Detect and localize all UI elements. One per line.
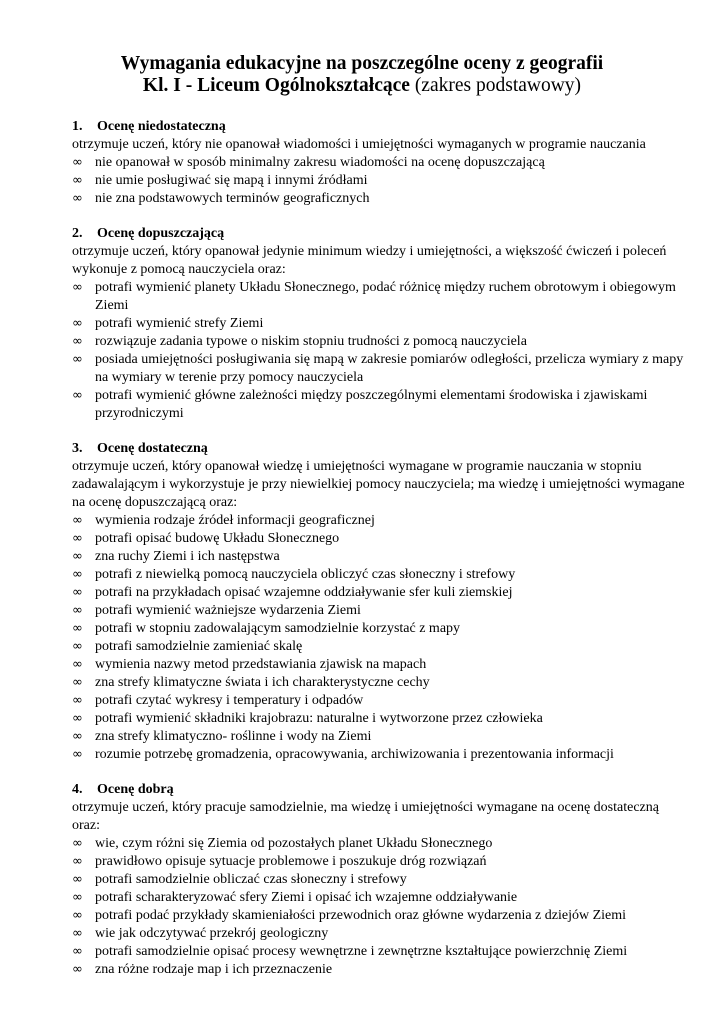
requirement-item <box>72 889 687 907</box>
requirement-item <box>72 190 687 208</box>
requirement-item <box>72 728 687 746</box>
requirement-text: zna różne rodzaje map i ich przeznaczenie <box>95 962 333 977</box>
requirement-text: potrafi wymienić strefy Ziemi <box>95 316 264 331</box>
infinity-bullet-icon: ∞ <box>72 388 83 403</box>
section-number: 2. <box>72 226 83 241</box>
section-intro: otrzymuje uczeń, który opanował jedynie minimum wiedzy i umiejętności, a większość ćwiczeń i poleceń wykonuje z pomocą nauczyciela oraz: <box>72 244 667 277</box>
section-title: Ocenę dopuszczającą <box>97 226 225 241</box>
requirement-item <box>72 154 687 172</box>
grade-section <box>72 225 687 423</box>
infinity-bullet-icon: ∞ <box>72 639 83 654</box>
requirement-item <box>72 172 687 190</box>
requirement-text: rozwiązuje zadania typowe o niskim stopniu trudności z pomocą nauczyciela <box>95 334 527 349</box>
infinity-bullet-icon: ∞ <box>72 603 83 618</box>
section-title: Ocenę dostateczną <box>97 441 208 456</box>
requirement-text: wymienia rodzaje źródeł informacji geograficznej <box>95 513 375 528</box>
infinity-bullet-icon: ∞ <box>72 155 83 170</box>
requirement-text: rozumie potrzebę gromadzenia, opracowywania, archiwizowania i prezentowania informacji <box>95 747 614 762</box>
infinity-bullet-icon: ∞ <box>72 531 83 546</box>
section-number: 4. <box>72 782 83 797</box>
infinity-bullet-icon: ∞ <box>72 908 83 923</box>
infinity-bullet-icon: ∞ <box>72 585 83 600</box>
requirement-item <box>72 512 687 530</box>
infinity-bullet-icon: ∞ <box>72 657 83 672</box>
requirement-text: potrafi scharakteryzować sfery Ziemi i opisać ich wzajemne oddziaływanie <box>95 890 518 905</box>
requirement-text: wymienia nazwy metod przedstawiania zjawisk na mapach <box>95 657 427 672</box>
requirement-item <box>72 710 687 728</box>
requirement-item <box>72 925 687 943</box>
requirement-item <box>72 656 687 674</box>
grade-section <box>72 781 687 979</box>
requirement-text: wie, czym różni się Ziemia od pozostałych planet Układu Słonecznego <box>95 836 493 851</box>
requirement-text: potrafi w stopniu zadowalającym samodzielnie korzystać z mapy <box>95 621 461 636</box>
requirement-list <box>72 835 687 979</box>
infinity-bullet-icon: ∞ <box>72 836 83 851</box>
section-heading <box>72 781 687 799</box>
requirement-item <box>72 638 687 656</box>
requirement-item <box>72 746 687 764</box>
requirement-text: zna strefy klimatyczno- roślinne i wody na Ziemi <box>95 729 372 744</box>
infinity-bullet-icon: ∞ <box>72 173 83 188</box>
section-number: 3. <box>72 441 83 456</box>
requirement-item <box>72 387 687 423</box>
requirement-text: nie umie posługiwać się mapą i innymi źródłami <box>95 173 368 188</box>
infinity-bullet-icon: ∞ <box>72 854 83 869</box>
requirement-text: zna strefy klimatyczne świata i ich charakterystyczne cechy <box>95 675 430 690</box>
requirement-text: posiada umiejętności posługiwania się mapą w zakresie pomiarów odległości, przelicza wymiary z mapy na wymiary w terenie przy pomocy nauczyciela <box>95 352 684 385</box>
requirement-item <box>72 530 687 548</box>
infinity-bullet-icon: ∞ <box>72 513 83 528</box>
section-heading <box>72 225 687 243</box>
grade-requirements <box>72 118 687 996</box>
requirement-text: potrafi wymienić planety Układu Słonecznego, podać różnicę między ruchem obrotowym i obiegowym Ziemi <box>95 280 676 313</box>
grade-section <box>72 118 687 208</box>
infinity-bullet-icon: ∞ <box>72 944 83 959</box>
infinity-bullet-icon: ∞ <box>72 621 83 636</box>
document-title: Wymagania edukacyjne na poszczególne oceny z geografii <box>120 53 604 74</box>
infinity-bullet-icon: ∞ <box>72 890 83 905</box>
infinity-bullet-icon: ∞ <box>72 549 83 564</box>
section-title: Ocenę dobrą <box>97 782 174 797</box>
section-heading <box>72 118 687 136</box>
requirement-item <box>72 333 687 351</box>
requirement-item <box>72 853 687 871</box>
requirement-text: nie zna podstawowych terminów geograficznych <box>95 191 370 206</box>
requirement-item <box>72 961 687 979</box>
requirement-text: potrafi podać przykłady skamieniałości przewodnich oraz główne wydarzenia z dziejów Ziemi <box>95 908 627 923</box>
section-number: 1. <box>72 119 83 134</box>
infinity-bullet-icon: ∞ <box>72 334 83 349</box>
requirement-item <box>72 351 687 387</box>
requirement-item <box>72 584 687 602</box>
requirement-item <box>72 907 687 925</box>
requirement-text: potrafi na przykładach opisać wzajemne oddziaływanie sfer kuli ziemskiej <box>95 585 513 600</box>
requirement-text: potrafi opisać budowę Układu Słonecznego <box>95 531 340 546</box>
requirement-item <box>72 620 687 638</box>
grade-section <box>72 440 687 764</box>
requirement-text: nie opanował w sposób minimalny zakresu wiadomości na ocenę dopuszczającą <box>95 155 545 170</box>
requirement-text: potrafi wymienić ważniejsze wydarzenia Ziemi <box>95 603 361 618</box>
requirement-item <box>72 566 687 584</box>
requirement-text: potrafi samodzielnie zamieniać skalę <box>95 639 303 654</box>
requirement-text: potrafi samodzielnie obliczać czas słoneczny i strefowy <box>95 872 407 887</box>
infinity-bullet-icon: ∞ <box>72 711 83 726</box>
requirement-item <box>72 315 687 333</box>
requirement-list <box>72 512 687 764</box>
requirement-item <box>72 835 687 853</box>
requirement-text: potrafi z niewielką pomocą nauczyciela obliczyć czas słoneczny i strefowy <box>95 567 516 582</box>
requirement-list <box>72 279 687 423</box>
requirement-item <box>72 279 687 315</box>
infinity-bullet-icon: ∞ <box>72 729 83 744</box>
infinity-bullet-icon: ∞ <box>72 962 83 977</box>
infinity-bullet-icon: ∞ <box>72 280 83 295</box>
scope-note: (zakres podstawowy) <box>409 75 582 96</box>
infinity-bullet-icon: ∞ <box>72 675 83 690</box>
requirement-text: zna ruchy Ziemi i ich następstwa <box>95 549 280 564</box>
section-title: Ocenę niedostateczną <box>97 119 226 134</box>
requirement-item <box>72 943 687 961</box>
section-intro: otrzymuje uczeń, który opanował wiedzę i umiejętności wymagane w programie nauczania w stopniu zadawalającym i wykorzystuje je przy niewielkiej pomocy nauczyciela; ma wiedzę i umiejętności wymagane na ocenę dopuszczającą oraz: <box>72 459 685 510</box>
document-subtitle <box>0 75 724 97</box>
infinity-bullet-icon: ∞ <box>72 352 83 367</box>
requirement-item <box>72 602 687 620</box>
class-level: Kl. I - Liceum Ogólnokształcące <box>142 75 410 96</box>
requirement-item <box>72 674 687 692</box>
section-intro: otrzymuje uczeń, który pracuje samodzielnie, ma wiedzę i umiejętności wymagane na ocenę dostateczną oraz: <box>72 800 659 833</box>
requirement-item <box>72 692 687 710</box>
requirement-item <box>72 871 687 889</box>
requirement-text: potrafi czytać wykresy i temperatury i odpadów <box>95 693 364 708</box>
infinity-bullet-icon: ∞ <box>72 872 83 887</box>
infinity-bullet-icon: ∞ <box>72 926 83 941</box>
infinity-bullet-icon: ∞ <box>72 693 83 708</box>
requirement-text: potrafi wymienić składniki krajobrazu: naturalne i wytworzone przez człowieka <box>95 711 543 726</box>
infinity-bullet-icon: ∞ <box>72 747 83 762</box>
infinity-bullet-icon: ∞ <box>72 191 83 206</box>
requirement-text: wie jak odczytywać przekrój geologiczny <box>95 926 329 941</box>
section-heading <box>72 440 687 458</box>
section-intro: otrzymuje uczeń, który nie opanował wiadomości i umiejętności wymaganych w programie nauczania <box>72 137 646 152</box>
infinity-bullet-icon: ∞ <box>72 316 83 331</box>
requirement-text: prawidłowo opisuje sytuacje problemowe i poszukuje dróg rozwiązań <box>95 854 487 869</box>
requirement-list <box>72 154 687 208</box>
requirement-item <box>72 548 687 566</box>
infinity-bullet-icon: ∞ <box>72 567 83 582</box>
requirement-text: potrafi wymienić główne zależności między poszczególnymi elementami środowiska i zjawiskami przyrodniczymi <box>95 388 648 421</box>
requirement-text: potrafi samodzielnie opisać procesy wewnętrzne i zewnętrzne kształtujące powierzchnię Ziemi <box>95 944 628 959</box>
